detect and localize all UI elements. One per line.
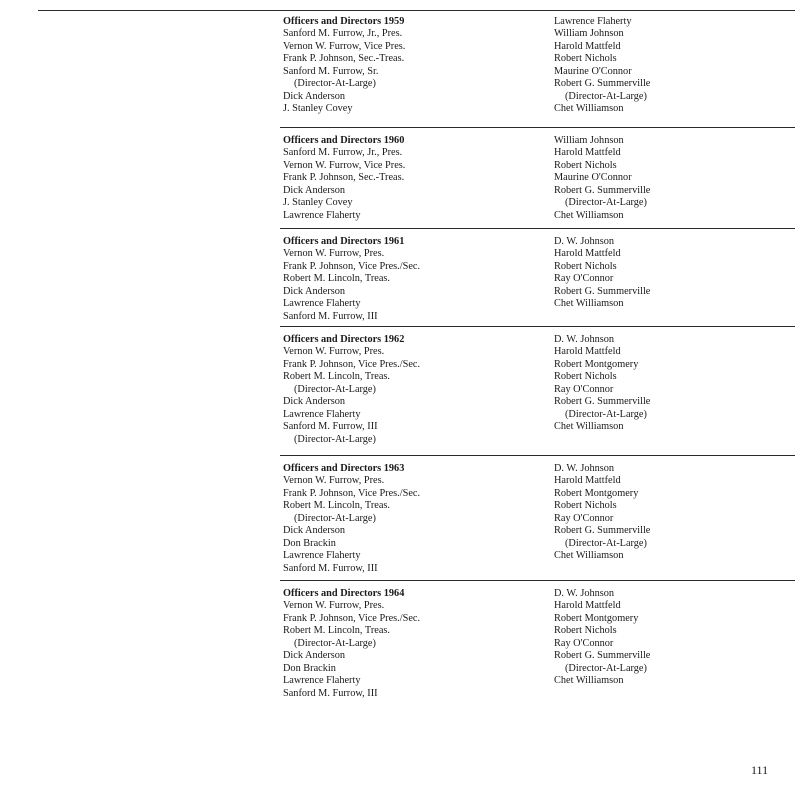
director-entry: Robert G. Summerville	[554, 396, 651, 408]
officer-entry: Sanford M. Furrow, III	[283, 687, 378, 699]
director-entry: Chet Williamson	[554, 675, 624, 687]
left-column	[283, 236, 420, 323]
director-entry: Ray O'Connor	[554, 512, 614, 524]
officer-entry: Robert M. Lincoln, Treas.	[283, 625, 390, 637]
director-entry: William Johnson	[554, 135, 624, 146]
director-entry: Robert Nichols	[554, 500, 617, 512]
director-entry: (Director-At-Large)	[565, 408, 647, 420]
director-entry: Harold Mattfeld	[554, 40, 621, 52]
director-entry: (Director-At-Large)	[565, 197, 647, 209]
director-entry: Harold Mattfeld	[554, 600, 621, 612]
director-entry: D. W. Johnson	[554, 463, 615, 474]
director-entry: Robert Nichols	[554, 159, 617, 171]
officer-entry: Frank P. Johnson, Vice Pres./Sec.	[283, 612, 421, 624]
director-entry: Robert G. Summerville	[554, 78, 651, 90]
officer-entry: Vernon W. Furrow, Pres.	[283, 475, 385, 487]
director-entry: D. W. Johnson	[554, 588, 615, 599]
officer-entry: (Director-At-Large)	[294, 78, 376, 90]
officer-entry: Lawrence Flaherty	[283, 675, 361, 687]
officer-entry: Lawrence Flaherty	[283, 408, 361, 420]
officer-entry: Robert M. Lincoln, Treas.	[283, 500, 390, 512]
officer-entry: Robert M. Lincoln, Treas.	[283, 371, 390, 383]
officer-entry: Frank P. Johnson, Vice Pres./Sec.	[283, 487, 421, 499]
section-3	[280, 228, 795, 322]
right-column	[554, 236, 650, 311]
officer-entry: Don Brackin	[283, 537, 336, 549]
director-entry: Maurine O'Connor	[554, 172, 632, 184]
section-6	[280, 580, 795, 699]
officer-entry: J. Stanley Covey	[283, 197, 353, 209]
section-title: Officers and Directors 1960	[283, 135, 405, 146]
director-entry: Harold Mattfeld	[554, 346, 621, 358]
page-number: 111	[751, 763, 769, 777]
officer-entry: J. Stanley Covey	[283, 103, 353, 115]
section-title: Officers and Directors 1963	[283, 463, 405, 474]
director-entry: Chet Williamson	[554, 550, 624, 562]
officer-entry: (Director-At-Large)	[294, 433, 376, 445]
section-4	[280, 326, 795, 445]
officer-entry: Vernon W. Furrow, Pres.	[283, 600, 385, 612]
officer-entry: Sanford M. Furrow, III	[283, 562, 378, 574]
officer-entry: Dick Anderson	[283, 184, 346, 196]
director-entry: Chet Williamson	[554, 103, 624, 115]
director-entry: D. W. Johnson	[554, 334, 615, 345]
officer-entry: Frank P. Johnson, Sec.-Treas.	[283, 53, 405, 65]
officer-entry: Lawrence Flaherty	[283, 550, 361, 562]
director-entry: William Johnson	[554, 28, 624, 40]
director-entry: Harold Mattfeld	[554, 248, 621, 260]
officer-entry: Sanford M. Furrow, III	[283, 310, 378, 322]
section-5	[280, 455, 795, 574]
officer-entry: Dick Anderson	[283, 285, 346, 297]
officer-entry: Sanford M. Furrow, Sr.	[283, 65, 379, 77]
officer-entry: (Director-At-Large)	[294, 512, 376, 524]
director-entry: Robert Nichols	[554, 371, 617, 383]
director-entry: Robert Montgomery	[554, 487, 639, 499]
officer-entry: Lawrence Flaherty	[283, 209, 361, 221]
director-entry: Robert Montgomery	[554, 358, 639, 370]
right-column	[554, 135, 650, 222]
director-entry: Chet Williamson	[554, 421, 624, 433]
director-entry: Robert Nichols	[554, 260, 617, 272]
officer-entry: Frank P. Johnson, Vice Pres./Sec.	[283, 260, 421, 272]
director-entry: Chet Williamson	[554, 209, 624, 221]
officer-entry: Don Brackin	[283, 662, 336, 674]
left-column	[283, 135, 405, 222]
right-column	[554, 588, 650, 688]
director-entry: Maurine O'Connor	[554, 65, 632, 77]
director-entry: Robert Montgomery	[554, 612, 639, 624]
officer-entry: Sanford M. Furrow, III	[283, 421, 378, 433]
right-column	[554, 16, 650, 116]
director-entry: Harold Mattfeld	[554, 147, 621, 159]
section-title: Officers and Directors 1959	[283, 16, 405, 27]
left-column	[283, 588, 420, 700]
right-column	[554, 334, 650, 434]
director-entry: Ray O'Connor	[554, 637, 614, 649]
director-entry: Robert G. Summerville	[554, 525, 651, 537]
director-entry: D. W. Johnson	[554, 236, 615, 247]
officer-entry: Vernon W. Furrow, Vice Pres.	[283, 40, 406, 52]
director-entry: (Director-At-Large)	[565, 662, 647, 674]
officer-entry: Vernon W. Furrow, Pres.	[283, 346, 385, 358]
right-column	[554, 463, 650, 563]
officer-entry: Frank P. Johnson, Vice Pres./Sec.	[283, 358, 421, 370]
officer-entry: Dick Anderson	[283, 525, 346, 537]
director-entry: Robert G. Summerville	[554, 184, 651, 196]
officer-entry: (Director-At-Large)	[294, 383, 376, 395]
officer-entry: Dick Anderson	[283, 90, 346, 102]
left-column	[283, 463, 420, 575]
officer-entry: Dick Anderson	[283, 650, 346, 662]
officer-entry: (Director-At-Large)	[294, 637, 376, 649]
section-title: Officers and Directors 1964	[283, 588, 405, 599]
director-entry: Robert Nichols	[554, 53, 617, 65]
top-rule	[38, 10, 795, 11]
officer-entry: Vernon W. Furrow, Vice Pres.	[283, 159, 406, 171]
director-entry: Ray O'Connor	[554, 273, 614, 285]
director-entry: Ray O'Connor	[554, 383, 614, 395]
director-entry: Robert Nichols	[554, 625, 617, 637]
left-column	[283, 334, 420, 446]
director-entry: (Director-At-Large)	[565, 90, 647, 102]
director-entry: Robert G. Summerville	[554, 285, 651, 297]
director-entry: (Director-At-Large)	[565, 537, 647, 549]
officer-entry: Frank P. Johnson, Sec.-Treas.	[283, 172, 405, 184]
director-entry: Chet Williamson	[554, 298, 624, 310]
section-2	[280, 127, 795, 221]
director-entry: Harold Mattfeld	[554, 475, 621, 487]
director-entry: Robert G. Summerville	[554, 650, 651, 662]
section-title: Officers and Directors 1962	[283, 334, 405, 345]
officer-entry: Sanford M. Furrow, Jr., Pres.	[283, 28, 403, 40]
officer-entry: Lawrence Flaherty	[283, 298, 361, 310]
section-title: Officers and Directors 1961	[283, 236, 405, 247]
left-column	[283, 16, 405, 116]
officer-entry: Robert M. Lincoln, Treas.	[283, 273, 390, 285]
officer-entry: Dick Anderson	[283, 396, 346, 408]
officer-entry: Sanford M. Furrow, Jr., Pres.	[283, 147, 403, 159]
officer-entry: Vernon W. Furrow, Pres.	[283, 248, 385, 260]
director-entry: Lawrence Flaherty	[554, 16, 632, 27]
